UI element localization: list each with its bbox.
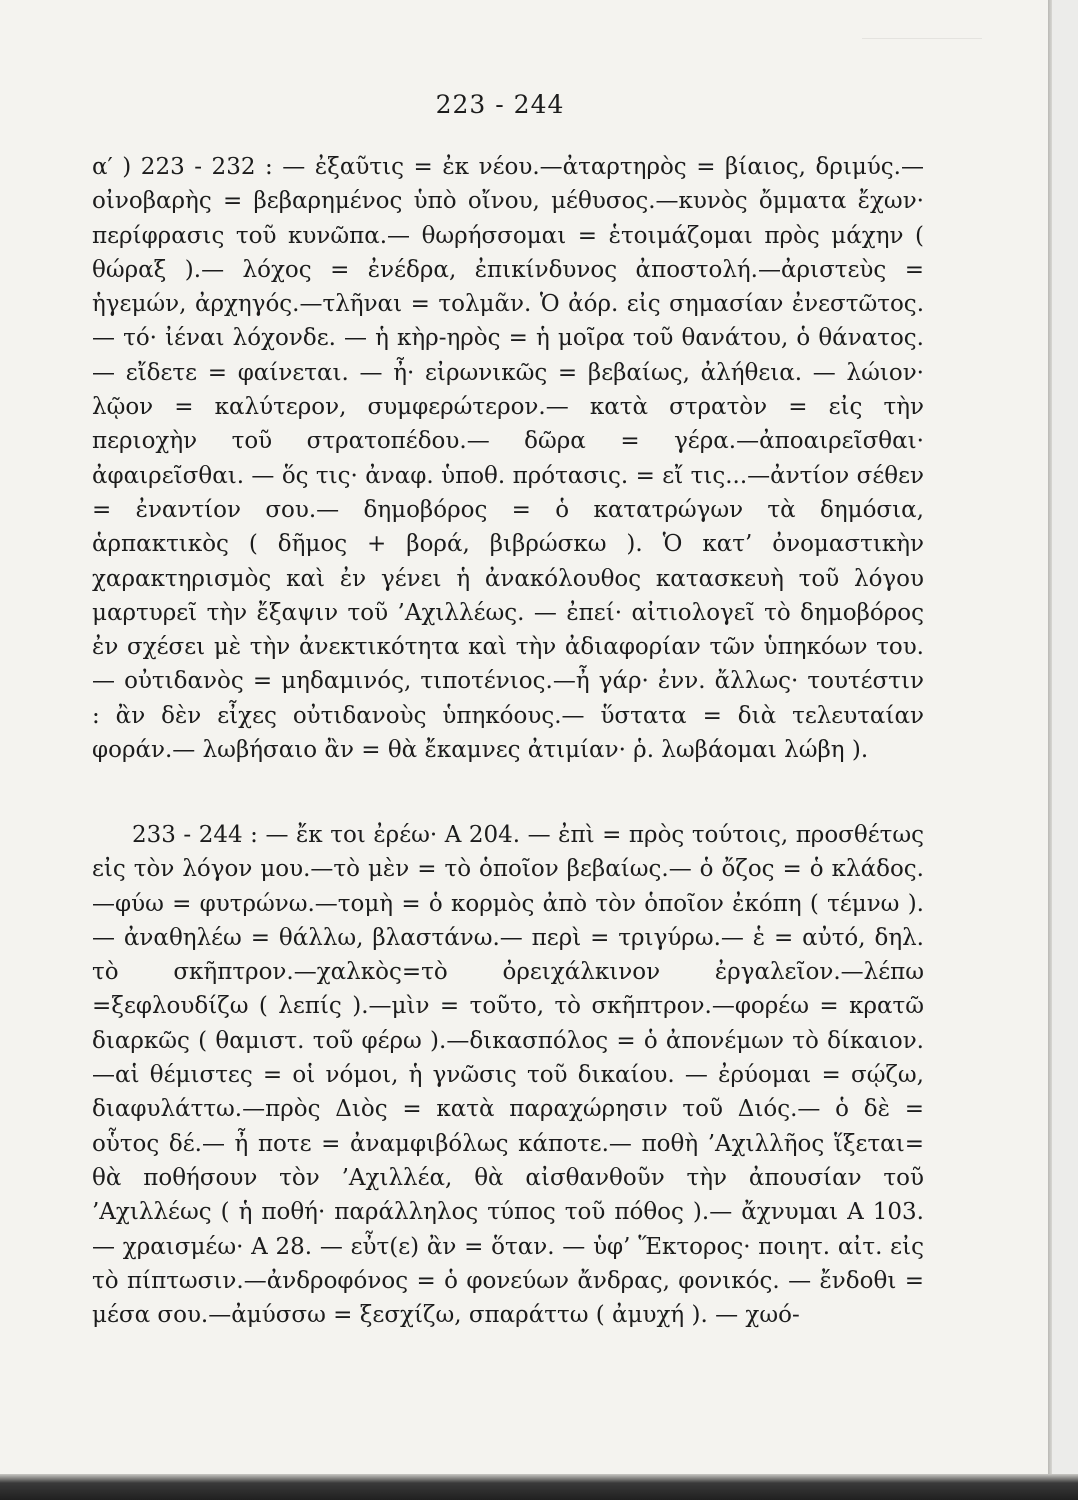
page-heading: 223 - 244 xyxy=(435,90,565,119)
commentary-paragraph: α′ ) 223 - 232 : — ἐξαῦτις = ἐκ νέου.—ἀταρτηρὸς = βίαιος, δριμύς.— οἰνοβαρὴς = βεβαρημένος ὑπὸ οἴνου, μέθυσος.—κυνὸς ὄμματα ἔχων· περίφρασις τοῦ κυνῶπα.— θωρήσσομαι = ἑτοιμάζομαι πρὸς μάχην ( θώραξ ).— λόχος = ἐνέδρα, ἐπικίνδυνος ἀποστολή.—ἀριστεὺς = ἡγεμών, ἀρχηγός.—τλῆναι = τολμᾶν. Ὁ ἀόρ. εἰς σημασίαν ἐνεστῶτος. — τό· ἰέναι λόχονδε. — ἡ κὴρ-ηρὸς = ἡ μοῖρα τοῦ θανάτου, ὁ θάνατος. — εἴδετε = φαίνεται. — ἦ· εἰρωνικῶς = βεβαίως, ἀλήθεια. — λώιον· λῷον = καλύτερον, συμφερώτερον.— κατὰ στρατὸν = εἰς τὴν περιοχὴν τοῦ στρατοπέδου.— δῶρα = γέρα.—ἀποαιρεῖσθαι· ἀφαιρεῖσθαι. — ὅς τις· ἀναφ. ὑποθ. πρότασις. = εἴ τις...—ἀντίον σέθεν = ἐναντίον σου.— δημοβόρος = ὁ κατατρώγων τὰ δημόσια, ἁρπακτικὸς ( δῆμος + βορά, βιβρώσκω ). Ὁ κατ’ ὀνομαστικὴν χαρακτηρισμὸς καὶ ἐν γένει ἡ ἀνακόλουθος κατασκευὴ τοῦ λόγου μαρτυρεῖ τὴν ἔξαψιν τοῦ ’Αχιλλέως. — ἐπεί· αἰτιολογεῖ τὸ δημοβόρος ἐν σχέσει μὲ τὴν ἀνεκτικότητα καὶ τὴν ἀδιαφορίαν τῶν ὑπηκόων του. — οὐτιδανὸς = μηδαμινός, τιποτένιος.—ἦ γάρ· ἐνν. ἄλλως· τουτέστιν : ἂν δὲν εἶχες οὐτιδανοὺς ὑπηκόους.— ὕστατα = διὰ τελευταίαν φοράν.— λωβήσαιο ἂν = θὰ ἔκαμνες ἀτιμίαν· ῥ. λωβάομαι λώβη ). xyxy=(92,154,924,764)
commentary-block-223-232 xyxy=(92,150,924,767)
bleed-through-mark xyxy=(862,38,982,61)
commentary-block-233-244 xyxy=(92,818,924,1332)
scanner-bottom-edge xyxy=(0,1474,1078,1500)
commentary-paragraph: 233 - 244 : — ἔκ τοι ἐρέω· Α 204. — ἐπὶ = πρὸς τούτοις, προσθέτως εἰς τὸν λόγον μου.—τὸ μὲν = τὸ ὁποῖον βεβαίως.— ὁ ὄζος = ὁ κλάδος.—φύω = φυτρώνω.—τομὴ = ὁ κορμὸς ἀπὸ τὸν ὁποῖον ἐκόπη ( τέμνω ).— ἀναθηλέω = θάλλω, βλαστάνω.— περὶ = τριγύρω.— ἑ = αὐτό, δηλ. τὸ σκῆπτρον.—χαλκὸς=τὸ ὀρειχάλκινον ἐργαλεῖον.—λέπω =ξεφλουδίζω ( λεπίς ).—μὶν = τοῦτο, τὸ σκῆπτρον.—φορέω = κρατῶ διαρκῶς ( θαμιστ. τοῦ φέρω ).—δικασπόλος = ὁ ἀπονέμων τὸ δίκαιον. —αἱ θέμιστες = οἱ νόμοι, ἡ γνῶσις τοῦ δικαίου. — ἐρύομαι = σῴζω, διαφυλάττω.—πρὸς Διὸς = κατὰ παραχώρησιν τοῦ Διός.— ὁ δὲ = οὗτος δέ.— ἦ ποτε = ἀναμφιβόλως κάποτε.— ποθὴ ’Αχιλλῆος ἵξεται= θὰ ποθήσουν τὸν ’Αχιλλέα, θὰ αἰσθανθοῦν τὴν ἀπουσίαν τοῦ ’Αχιλλέως ( ἡ ποθή· παράλληλος τύπος τοῦ πόθος ).— ἄχνυμαι Α 103. — χραισμέω· Α 28. — εὖτ(ε) ἂν = ὅταν. — ὑφ’ Ἕκτορος· ποιητ. αἰτ. εἰς τὸ πίπτωσιν.—ἀνδροφόνος = ὁ φονεύων ἄνδρας, φονικός. — ἔνδοθι = μέσα σου.—ἀμύσσω = ξεσχίζω, σπαράττω ( ἀμυχή ). — χωό- xyxy=(92,822,924,1329)
page-edge-right xyxy=(1048,0,1052,1480)
